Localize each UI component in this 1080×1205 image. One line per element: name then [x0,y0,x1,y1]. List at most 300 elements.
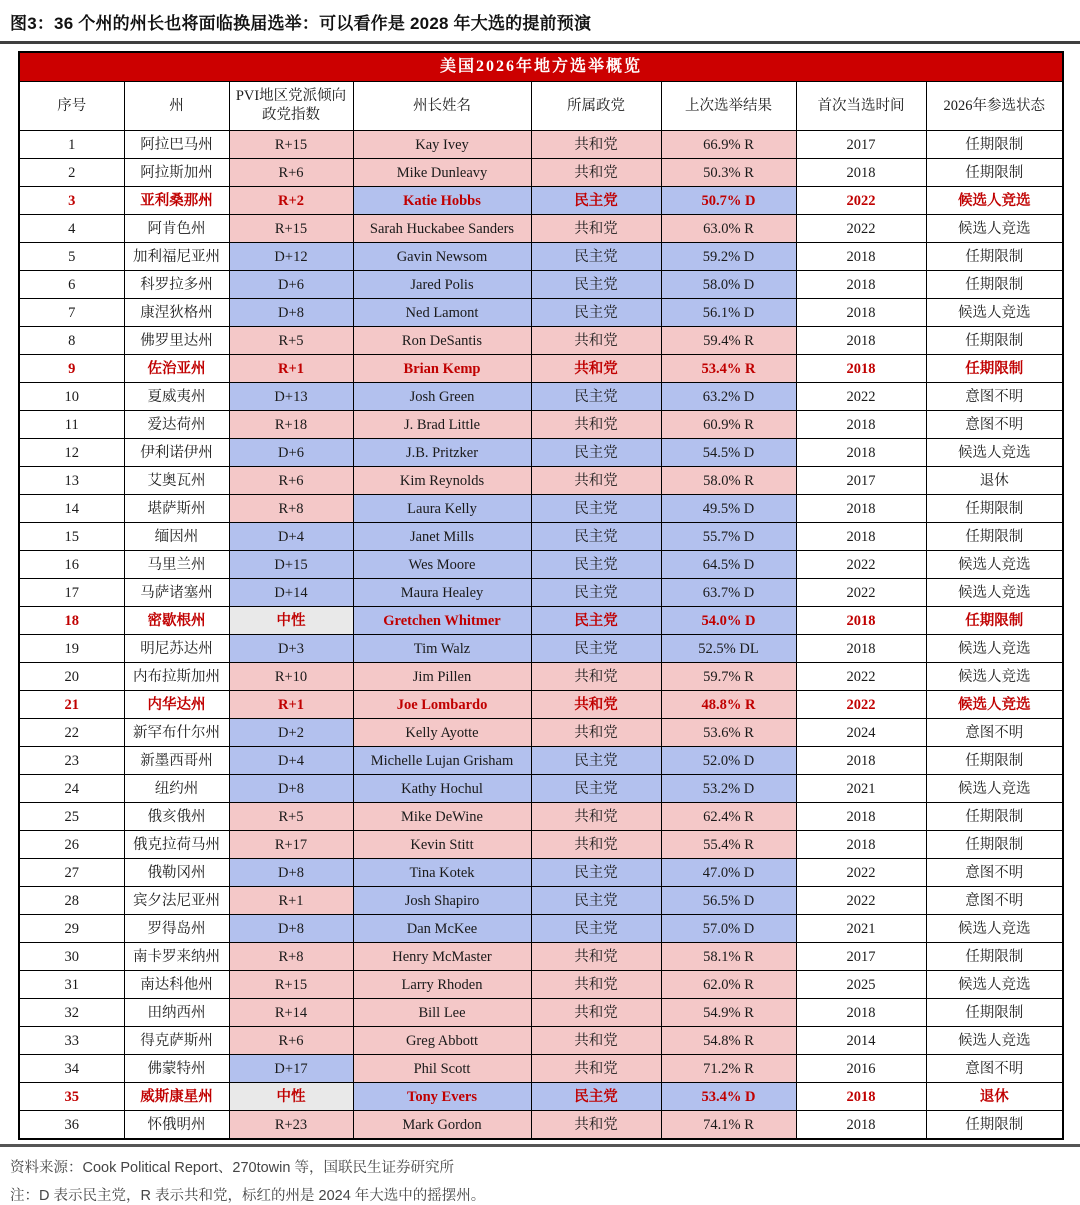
cell-pvi: D+6 [229,439,353,467]
cell-pvi: R+8 [229,495,353,523]
cell-pvi: R+14 [229,999,353,1027]
cell-first-elected: 2021 [796,775,926,803]
table-row [19,971,1063,999]
cell-result: 50.7% D [661,187,796,215]
cell-status: 任期限制 [926,327,1063,355]
cell-state: 俄亥俄州 [124,803,229,831]
cell-party: 民主党 [531,1083,661,1111]
cell-first-elected: 2018 [796,635,926,663]
title-rule [0,41,1080,44]
table-row [19,159,1063,187]
cell-result: 59.7% R [661,663,796,691]
cell-status: 任期限制 [926,271,1063,299]
cell-state: 明尼苏达州 [124,635,229,663]
cell-no: 7 [19,299,124,327]
cell-status: 任期限制 [926,131,1063,159]
cell-state: 夏威夷州 [124,383,229,411]
cell-result: 47.0% D [661,859,796,887]
cell-first-elected: 2018 [796,803,926,831]
cell-status: 任期限制 [926,747,1063,775]
cell-state: 马萨诸塞州 [124,579,229,607]
table-row [19,803,1063,831]
table-row [19,495,1063,523]
cell-status: 任期限制 [926,159,1063,187]
cell-governor: Ron DeSantis [353,327,531,355]
cell-party: 共和党 [531,1111,661,1140]
cell-party: 民主党 [531,579,661,607]
cell-party: 民主党 [531,271,661,299]
cell-governor: Brian Kemp [353,355,531,383]
cell-no: 29 [19,915,124,943]
table-row [19,1111,1063,1140]
cell-no: 25 [19,803,124,831]
cell-no: 4 [19,215,124,243]
cell-no: 2 [19,159,124,187]
cell-result: 56.5% D [661,887,796,915]
cell-first-elected: 2022 [796,551,926,579]
cell-no: 28 [19,887,124,915]
cell-pvi: D+2 [229,719,353,747]
table-row [19,915,1063,943]
cell-result: 59.4% R [661,327,796,355]
table-banner-row [19,52,1063,82]
cell-party: 共和党 [531,215,661,243]
cell-governor: Tina Kotek [353,859,531,887]
cell-status: 任期限制 [926,831,1063,859]
cell-first-elected: 2018 [796,747,926,775]
cell-first-elected: 2018 [796,159,926,187]
cell-result: 57.0% D [661,915,796,943]
cell-state: 佛蒙特州 [124,1055,229,1083]
cell-governor: Katie Hobbs [353,187,531,215]
cell-status: 候选人竞选 [926,299,1063,327]
cell-status: 候选人竞选 [926,187,1063,215]
cell-no: 30 [19,943,124,971]
cell-first-elected: 2018 [796,1083,926,1111]
cell-party: 民主党 [531,747,661,775]
cell-pvi: R+10 [229,663,353,691]
cell-governor: Jared Polis [353,271,531,299]
cell-first-elected: 2017 [796,131,926,159]
cell-result: 62.0% R [661,971,796,999]
cell-result: 71.2% R [661,1055,796,1083]
cell-party: 民主党 [531,775,661,803]
cell-governor: Mike Dunleavy [353,159,531,187]
cell-state: 内布拉斯加州 [124,663,229,691]
table-row [19,355,1063,383]
cell-status: 任期限制 [926,243,1063,271]
cell-pvi: 中性 [229,607,353,635]
bottom-rule [0,1144,1080,1147]
cell-result: 63.7% D [661,579,796,607]
table-row [19,215,1063,243]
cell-party: 民主党 [531,187,661,215]
cell-result: 54.9% R [661,999,796,1027]
cell-pvi: D+4 [229,523,353,551]
table-row [19,551,1063,579]
cell-party: 民主党 [531,299,661,327]
cell-party: 共和党 [531,131,661,159]
cell-first-elected: 2016 [796,1055,926,1083]
cell-status: 任期限制 [926,803,1063,831]
cell-pvi: D+8 [229,915,353,943]
cell-state: 阿肯色州 [124,215,229,243]
cell-pvi: D+12 [229,243,353,271]
cell-governor: Kevin Stitt [353,831,531,859]
cell-pvi: 中性 [229,1083,353,1111]
table-row [19,299,1063,327]
cell-state: 南达科他州 [124,971,229,999]
cell-governor: Henry McMaster [353,943,531,971]
cell-no: 31 [19,971,124,999]
cell-status: 任期限制 [926,999,1063,1027]
cell-result: 63.2% D [661,383,796,411]
cell-status: 任期限制 [926,943,1063,971]
cell-status: 意图不明 [926,411,1063,439]
cell-party: 共和党 [531,663,661,691]
cell-state: 密歇根州 [124,607,229,635]
cell-first-elected: 2018 [796,1111,926,1140]
cell-no: 21 [19,691,124,719]
cell-first-elected: 2022 [796,383,926,411]
cell-result: 55.4% R [661,831,796,859]
cell-party: 共和党 [531,831,661,859]
cell-governor: Janet Mills [353,523,531,551]
column-header-no: 序号 [19,82,124,131]
figure-title: 图3：36 个州的州长也将面临换届选举：可以看作是 2028 年大选的提前预演 [10,14,592,33]
table-row [19,747,1063,775]
cell-governor: Dan McKee [353,915,531,943]
cell-status: 候选人竞选 [926,551,1063,579]
cell-first-elected: 2022 [796,859,926,887]
cell-pvi: D+4 [229,747,353,775]
cell-first-elected: 2017 [796,943,926,971]
cell-status: 候选人竞选 [926,439,1063,467]
cell-result: 63.0% R [661,215,796,243]
cell-party: 民主党 [531,383,661,411]
table-row [19,607,1063,635]
cell-first-elected: 2022 [796,663,926,691]
cell-governor: Mike DeWine [353,803,531,831]
cell-party: 民主党 [531,243,661,271]
table-row [19,131,1063,159]
table-row [19,831,1063,859]
cell-status: 任期限制 [926,495,1063,523]
cell-governor: Wes Moore [353,551,531,579]
cell-governor: Tony Evers [353,1083,531,1111]
cell-party: 民主党 [531,439,661,467]
cell-status: 退休 [926,467,1063,495]
cell-no: 16 [19,551,124,579]
cell-state: 纽约州 [124,775,229,803]
cell-no: 1 [19,131,124,159]
cell-pvi: R+23 [229,1111,353,1140]
cell-governor: Kim Reynolds [353,467,531,495]
election-table [18,51,1064,1140]
table-row [19,943,1063,971]
cell-governor: Maura Healey [353,579,531,607]
cell-first-elected: 2022 [796,887,926,915]
cell-state: 宾夕法尼亚州 [124,887,229,915]
cell-governor: Joe Lombardo [353,691,531,719]
cell-status: 候选人竞选 [926,635,1063,663]
cell-result: 60.9% R [661,411,796,439]
cell-first-elected: 2018 [796,523,926,551]
cell-party: 共和党 [531,691,661,719]
cell-party: 共和党 [531,999,661,1027]
cell-governor: Josh Shapiro [353,887,531,915]
cell-state: 怀俄明州 [124,1111,229,1140]
table-row [19,1083,1063,1111]
cell-governor: Greg Abbott [353,1027,531,1055]
cell-pvi: D+13 [229,383,353,411]
cell-pvi: R+1 [229,887,353,915]
cell-governor: Kay Ivey [353,131,531,159]
cell-governor: Bill Lee [353,999,531,1027]
cell-pvi: D+8 [229,859,353,887]
cell-status: 任期限制 [926,355,1063,383]
column-header-party: 所属政党 [531,82,661,131]
table-row [19,691,1063,719]
cell-pvi: D+3 [229,635,353,663]
cell-status: 候选人竞选 [926,775,1063,803]
cell-no: 12 [19,439,124,467]
cell-result: 64.5% D [661,551,796,579]
cell-pvi: R+15 [229,971,353,999]
table-body [19,131,1063,1140]
cell-state: 康涅狄格州 [124,299,229,327]
cell-status: 意图不明 [926,383,1063,411]
cell-first-elected: 2018 [796,411,926,439]
cell-status: 退休 [926,1083,1063,1111]
table-row [19,271,1063,299]
table-row [19,887,1063,915]
cell-state: 缅因州 [124,523,229,551]
table-row [19,523,1063,551]
cell-first-elected: 2018 [796,243,926,271]
cell-pvi: D+8 [229,775,353,803]
cell-governor: Ned Lamont [353,299,531,327]
cell-no: 14 [19,495,124,523]
cell-no: 11 [19,411,124,439]
cell-party: 共和党 [531,719,661,747]
cell-first-elected: 2018 [796,299,926,327]
cell-state: 威斯康星州 [124,1083,229,1111]
cell-result: 53.4% R [661,355,796,383]
cell-governor: Gretchen Whitmer [353,607,531,635]
cell-governor: Mark Gordon [353,1111,531,1140]
cell-status: 候选人竞选 [926,215,1063,243]
cell-pvi: R+6 [229,467,353,495]
cell-state: 佛罗里达州 [124,327,229,355]
cell-pvi: R+18 [229,411,353,439]
cell-result: 59.2% D [661,243,796,271]
cell-pvi: R+2 [229,187,353,215]
cell-no: 19 [19,635,124,663]
cell-party: 共和党 [531,355,661,383]
cell-party: 共和党 [531,327,661,355]
cell-pvi: R+1 [229,355,353,383]
cell-result: 66.9% R [661,131,796,159]
cell-status: 意图不明 [926,1055,1063,1083]
cell-result: 50.3% R [661,159,796,187]
cell-governor: J. Brad Little [353,411,531,439]
column-header-pvi: PVI地区党派倾向政党指数 [229,82,353,131]
cell-result: 53.2% D [661,775,796,803]
cell-first-elected: 2018 [796,355,926,383]
cell-first-elected: 2018 [796,831,926,859]
cell-party: 共和党 [531,1027,661,1055]
cell-party: 共和党 [531,1055,661,1083]
cell-state: 内华达州 [124,691,229,719]
table-banner: 美国2026年地方选举概览 [19,52,1063,82]
table-row [19,579,1063,607]
cell-no: 34 [19,1055,124,1083]
cell-pvi: R+15 [229,215,353,243]
cell-no: 33 [19,1027,124,1055]
cell-state: 爱达荷州 [124,411,229,439]
cell-first-elected: 2025 [796,971,926,999]
cell-party: 民主党 [531,635,661,663]
cell-pvi: R+6 [229,1027,353,1055]
cell-no: 20 [19,663,124,691]
cell-no: 8 [19,327,124,355]
cell-state: 艾奥瓦州 [124,467,229,495]
cell-no: 13 [19,467,124,495]
cell-no: 10 [19,383,124,411]
cell-pvi: R+1 [229,691,353,719]
cell-governor: Laura Kelly [353,495,531,523]
table-row [19,187,1063,215]
cell-result: 52.5% DL [661,635,796,663]
cell-party: 共和党 [531,467,661,495]
cell-first-elected: 2018 [796,439,926,467]
cell-status: 意图不明 [926,887,1063,915]
table-row [19,327,1063,355]
cell-status: 候选人竞选 [926,915,1063,943]
column-header-state: 州 [124,82,229,131]
column-header-result: 上次选举结果 [661,82,796,131]
cell-party: 共和党 [531,411,661,439]
cell-result: 53.4% D [661,1083,796,1111]
cell-status: 候选人竞选 [926,971,1063,999]
cell-governor: Jim Pillen [353,663,531,691]
cell-status: 候选人竞选 [926,579,1063,607]
table-row [19,439,1063,467]
cell-first-elected: 2022 [796,579,926,607]
table-row [19,243,1063,271]
cell-no: 22 [19,719,124,747]
cell-no: 6 [19,271,124,299]
cell-state: 新罕布什尔州 [124,719,229,747]
cell-party: 民主党 [531,859,661,887]
table-row [19,467,1063,495]
cell-state: 罗得岛州 [124,915,229,943]
cell-state: 加利福尼亚州 [124,243,229,271]
table-row [19,775,1063,803]
cell-status: 候选人竞选 [926,691,1063,719]
cell-no: 32 [19,999,124,1027]
cell-first-elected: 2018 [796,271,926,299]
cell-governor: Tim Walz [353,635,531,663]
cell-governor: Phil Scott [353,1055,531,1083]
cell-first-elected: 2014 [796,1027,926,1055]
cell-state: 马里兰州 [124,551,229,579]
cell-result: 58.0% D [661,271,796,299]
cell-state: 伊利诺伊州 [124,439,229,467]
cell-pvi: D+17 [229,1055,353,1083]
cell-no: 35 [19,1083,124,1111]
cell-state: 亚利桑那州 [124,187,229,215]
cell-party: 共和党 [531,971,661,999]
cell-no: 3 [19,187,124,215]
column-header-first-elected: 首次当选时间 [796,82,926,131]
table-row [19,859,1063,887]
cell-result: 58.1% R [661,943,796,971]
cell-no: 27 [19,859,124,887]
cell-state: 得克萨斯州 [124,1027,229,1055]
cell-state: 俄克拉荷马州 [124,831,229,859]
column-header-status: 2026年参选状态 [926,82,1063,131]
cell-status: 候选人竞选 [926,663,1063,691]
note-text: 注：D 表示民主党，R 表示共和党，标红的州是 2024 年大选中的摇摆州。 [10,1188,486,1204]
cell-state: 堪萨斯州 [124,495,229,523]
cell-state: 阿拉巴马州 [124,131,229,159]
cell-result: 56.1% D [661,299,796,327]
cell-pvi: R+5 [229,803,353,831]
cell-pvi: D+6 [229,271,353,299]
cell-first-elected: 2018 [796,327,926,355]
cell-first-elected: 2024 [796,719,926,747]
cell-result: 52.0% D [661,747,796,775]
cell-pvi: D+14 [229,579,353,607]
cell-governor: Kelly Ayotte [353,719,531,747]
cell-no: 5 [19,243,124,271]
cell-party: 共和党 [531,803,661,831]
cell-party: 共和党 [531,159,661,187]
cell-party: 共和党 [531,943,661,971]
cell-state: 田纳西州 [124,999,229,1027]
column-header-row [19,82,1063,131]
cell-party: 民主党 [531,523,661,551]
cell-result: 55.7% D [661,523,796,551]
cell-governor: Kathy Hochul [353,775,531,803]
cell-result: 49.5% D [661,495,796,523]
cell-first-elected: 2022 [796,691,926,719]
cell-governor: Larry Rhoden [353,971,531,999]
cell-party: 民主党 [531,551,661,579]
cell-state: 佐治亚州 [124,355,229,383]
cell-pvi: R+8 [229,943,353,971]
cell-result: 74.1% R [661,1111,796,1140]
table-row [19,411,1063,439]
cell-pvi: R+6 [229,159,353,187]
cell-party: 民主党 [531,607,661,635]
cell-no: 36 [19,1111,124,1140]
cell-governor: Michelle Lujan Grisham [353,747,531,775]
cell-pvi: R+15 [229,131,353,159]
cell-governor: Sarah Huckabee Sanders [353,215,531,243]
table-row [19,383,1063,411]
cell-result: 62.4% R [661,803,796,831]
cell-no: 26 [19,831,124,859]
cell-party: 民主党 [531,495,661,523]
table-row [19,1055,1063,1083]
cell-state: 科罗拉多州 [124,271,229,299]
cell-status: 任期限制 [926,607,1063,635]
cell-status: 意图不明 [926,859,1063,887]
cell-no: 23 [19,747,124,775]
